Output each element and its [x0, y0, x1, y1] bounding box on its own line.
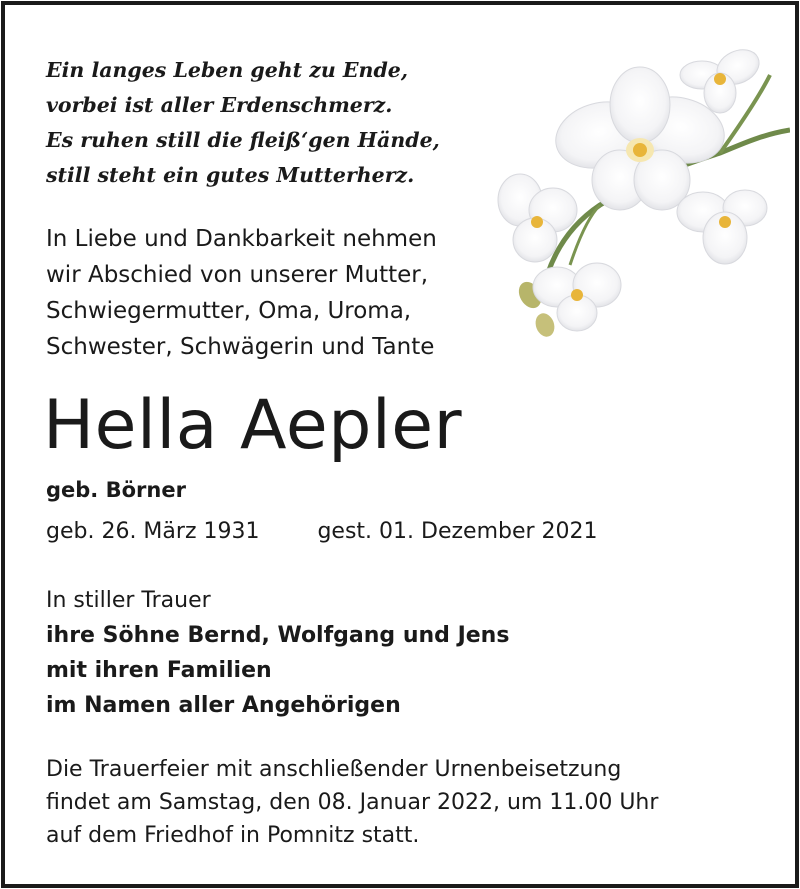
poem-line: Ein langes Leben geht zu Ende, — [46, 58, 408, 82]
mourner-line: mit ihren Familien — [46, 658, 272, 683]
service-line: auf dem Friedhof in Pomnitz statt. — [46, 823, 420, 848]
mourner-line: ihre Söhne Bernd, Wolfgang und Jens — [46, 623, 510, 648]
obituary-card — [1, 1, 799, 888]
mourners-intro: In stiller Trauer — [46, 588, 211, 613]
poem-line: vorbei ist aller Erdenschmerz. — [46, 93, 393, 117]
mourner-line: im Namen aller Angehörigen — [46, 693, 401, 718]
funeral-service-info — [46, 753, 658, 852]
intro-line: wir Abschied von unserer Mutter, — [46, 262, 429, 288]
service-line: Die Trauerfeier mit anschließender Urnenbeisetzung — [46, 757, 622, 782]
life-dates — [46, 516, 598, 548]
service-line: findet am Samstag, den 08. Januar 2022, um 11.00 Uhr — [46, 790, 659, 815]
intro-text — [46, 221, 437, 365]
poem — [46, 53, 440, 193]
intro-line: Schwester, Schwägerin und Tante — [46, 334, 435, 360]
maiden-name: geb. Börner — [46, 478, 186, 502]
intro-line: Schwiegermutter, Oma, Uroma, — [46, 298, 412, 324]
death-date: gest. 01. Dezember 2021 — [317, 519, 598, 544]
poem-line: Es ruhen still die fleiß‘gen Hände, — [46, 128, 440, 152]
mourners — [46, 583, 509, 723]
poem-line: still steht ein gutes Mutterherz. — [46, 163, 415, 187]
deceased-name: Hella Aepler — [43, 386, 463, 465]
white-orchid-icon — [490, 35, 790, 345]
birth-date: geb. 26. März 1931 — [46, 519, 260, 544]
intro-line: In Liebe und Dankbarkeit nehmen — [46, 226, 437, 252]
